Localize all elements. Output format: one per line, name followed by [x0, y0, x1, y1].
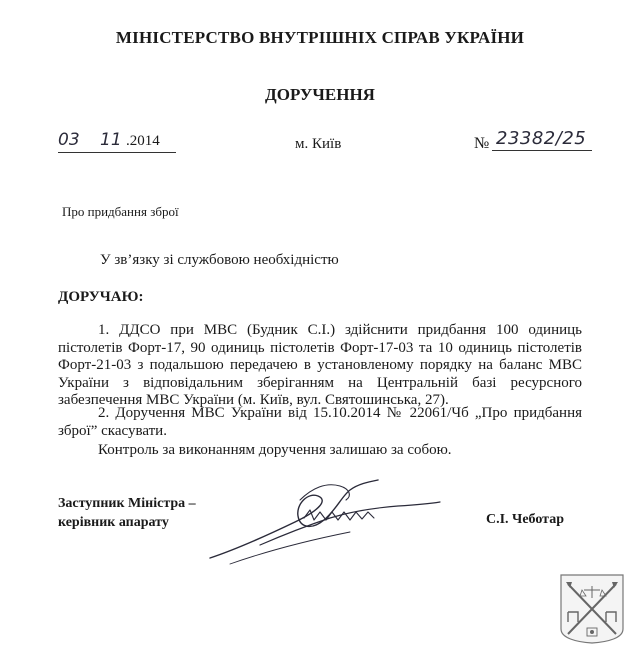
- paragraph-3: Контроль за виконанням доручення залишаю за собою.: [98, 442, 452, 458]
- date-year: .2014: [126, 133, 160, 149]
- emblem-icon: [558, 572, 626, 644]
- document-number-field: [474, 130, 592, 152]
- date-month: 11: [100, 130, 122, 150]
- subject-line: Про придбання зброї: [62, 204, 179, 219]
- position-line-2: керівник апарату: [58, 515, 169, 530]
- city: м. Київ: [295, 136, 342, 152]
- order-heading: ДОРУЧАЮ:: [58, 289, 144, 305]
- intro-text: У зв’язку зі службовою необхідністю: [100, 252, 339, 268]
- date-day: 03: [58, 130, 80, 150]
- number-underline: [492, 150, 592, 151]
- document-number: 23382/25: [496, 128, 587, 149]
- signatory-position: [58, 494, 196, 532]
- handwritten-signature: [200, 470, 470, 570]
- position-line-1: Заступник Міністра –: [58, 496, 196, 511]
- ministry-title: МІНІСТЕРСТВО ВНУТРІШНІХ СПРАВ УКРАЇНИ: [115, 28, 525, 47]
- paragraph-2: 2. Доручення МВС України від 15.10.2014 № 22061/Чб „Про придбання зброї” скасувати.: [58, 405, 582, 439]
- document-type: ДОРУЧЕННЯ: [265, 85, 375, 104]
- number-sign: №: [474, 135, 490, 152]
- date-field: [58, 130, 176, 153]
- signatory-name: С.І. Чеботар: [486, 512, 565, 527]
- paragraph-1: 1. ДДСО при МВС (Будник С.І.) здійснити придбання 100 одиниць пістолетів Форт-17, 90 одиниць пістолетів Форт-17-03 та 10 одиниць пістолетів Форт-21-03 з подальшою передачею в установленому порядку на баланс МВС України з відповідальним зберіганням на Центральній базі ресурсного забезпечення МВС України (м. Київ, вул. Святошинська, 27).: [58, 322, 582, 408]
